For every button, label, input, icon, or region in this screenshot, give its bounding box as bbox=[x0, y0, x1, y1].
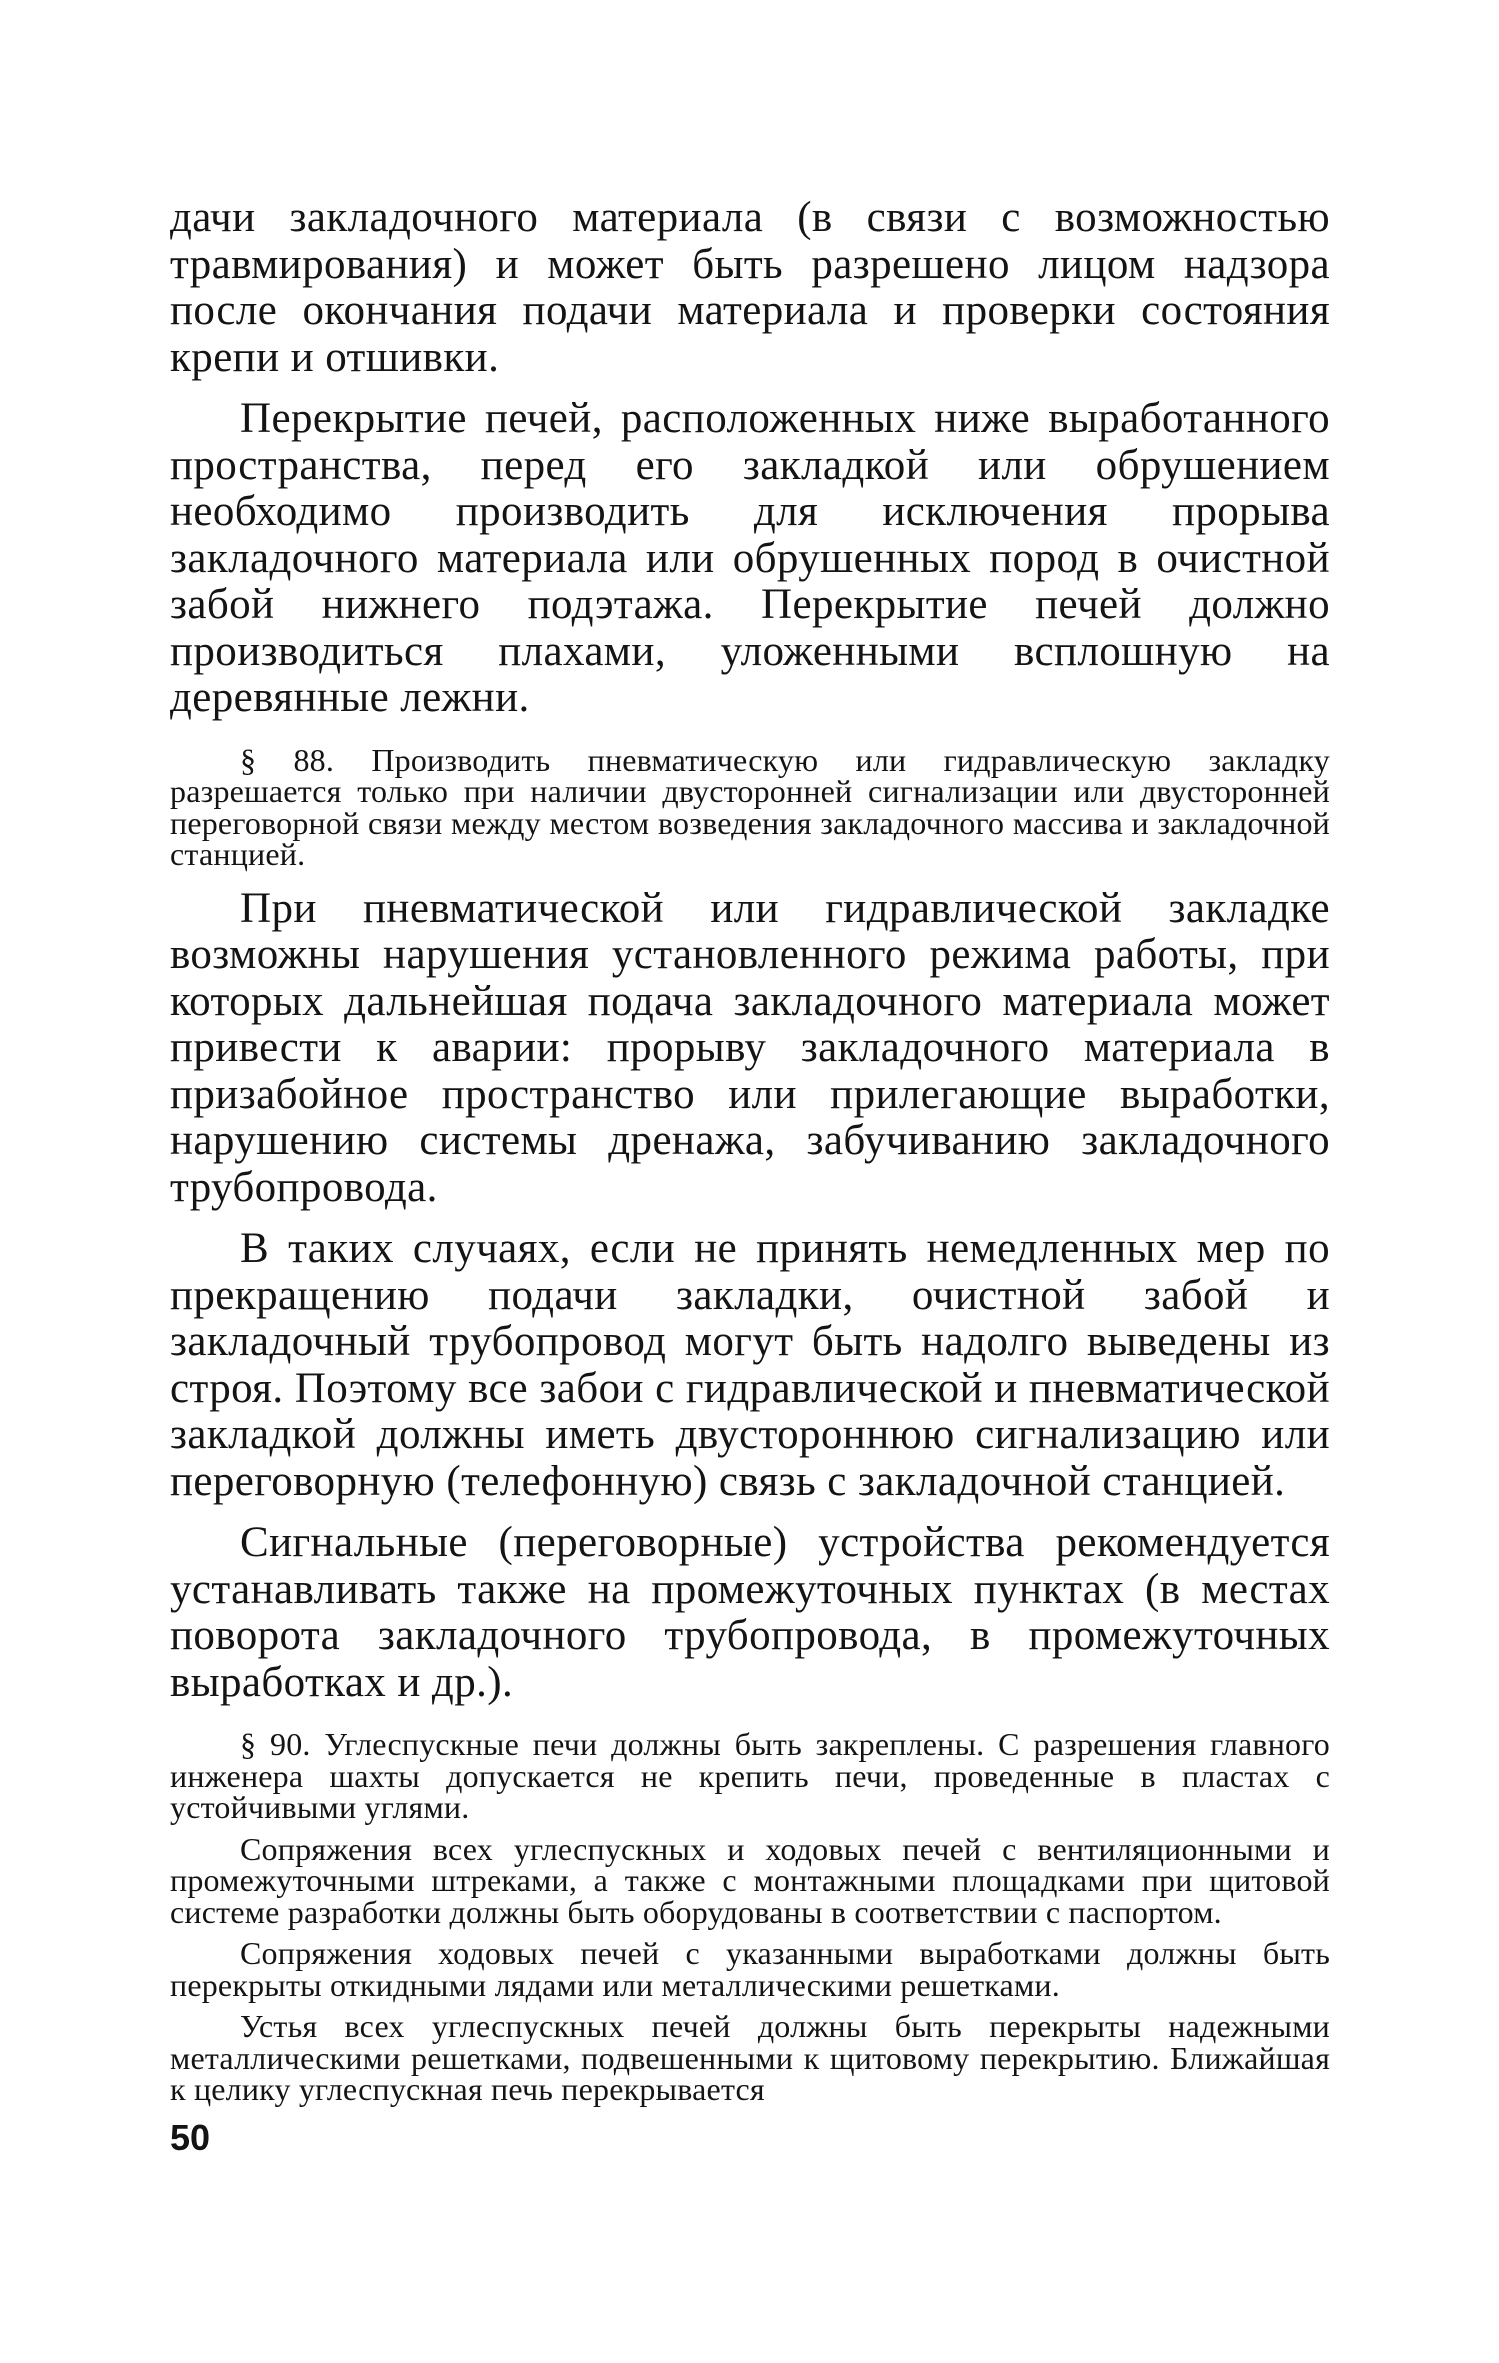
paragraph-filling-violations: При пневматической или гидравлической закладке возможны нарушения установленного режима работы, при которых дальнейшая подача закладочного материала может привести к аварии: прорыву закладочного материала в призабойное пространство или прилегающие выработки, нарушению системы дренажа, забучиванию закладочного трубопровода. bbox=[170, 884, 1330, 1211]
paragraph-junctions-all: Сопряжения всех углеспускных и ходовых печей с вентиляционными и промежуточными штреками, а также с монтажными площадками при щитовой системе разработки должны быть оборудованы в соответствии с паспортом. bbox=[170, 1830, 1330, 1930]
paragraph-ceiling-of-passes: Перекрытие печей, расположенных ниже выработанного пространства, перед его закладкой или обрушением необходимо производить для исключения прорыва закладочного материала или обрушенных пород в очистной забой нижнего подэтажа. Перекрытие печей должно производиться плахами, уложенными всплошную на деревянные лежни. bbox=[170, 395, 1330, 721]
paragraph-section-90: § 90. Углеспускные печи должны быть закреплены. С разрешения главного инженера шахты допускается не крепить печи, проведенные в пластах с устойчивыми углями. bbox=[170, 1726, 1330, 1825]
paragraph-junctions-walking: Сопряжения ходовых печей с указанными выработками должны быть перекрыты откидными лядами или металлическими решетками. bbox=[170, 1935, 1330, 2003]
paragraph-signal-devices: Сигнальные (переговорные) устройства рекомендуется устанавливать также на промежуточных пунктах (в местах поворота закладочного трубопровода, в промежуточных выработках и др.). bbox=[170, 1519, 1330, 1706]
page-number: 50 bbox=[170, 2117, 211, 2158]
paragraph-continuation: дачи закладочного материала (в связи с возможностью травмирования) и может быть разрешено лицом надзора после окончания подачи материала и проверки состояния крепи и отшивки. bbox=[170, 194, 1330, 381]
text-column bbox=[170, 195, 1330, 2106]
paragraph-such-cases: В таких случаях, если не принять немедленных мер по прекращению подачи закладки, очистной забой и закладочный трубопровод могут быть надолго выведены из строя. Поэтому все забои с гидравлической и пневматической закладкой должны иметь двустороннюю сигнализацию или переговорную (телефонную) связь с закладочной станцией. bbox=[170, 1225, 1330, 1505]
paragraph-pass-mouths: Устья всех углеспускных печей должны быть перекрыты надежными металлическими решетками, подвешенными к щитовому перекрытию. Ближайшая к целику углеспускная печь перекрывается bbox=[170, 2008, 1330, 2107]
paragraph-section-88: § 88. Производить пневматическую или гидравлическую закладку разрешается только при наличии двусторонней сигнализации или двусторонней переговорной связи между местом возведения закладочного массива и закладочной станцией. bbox=[170, 741, 1330, 872]
